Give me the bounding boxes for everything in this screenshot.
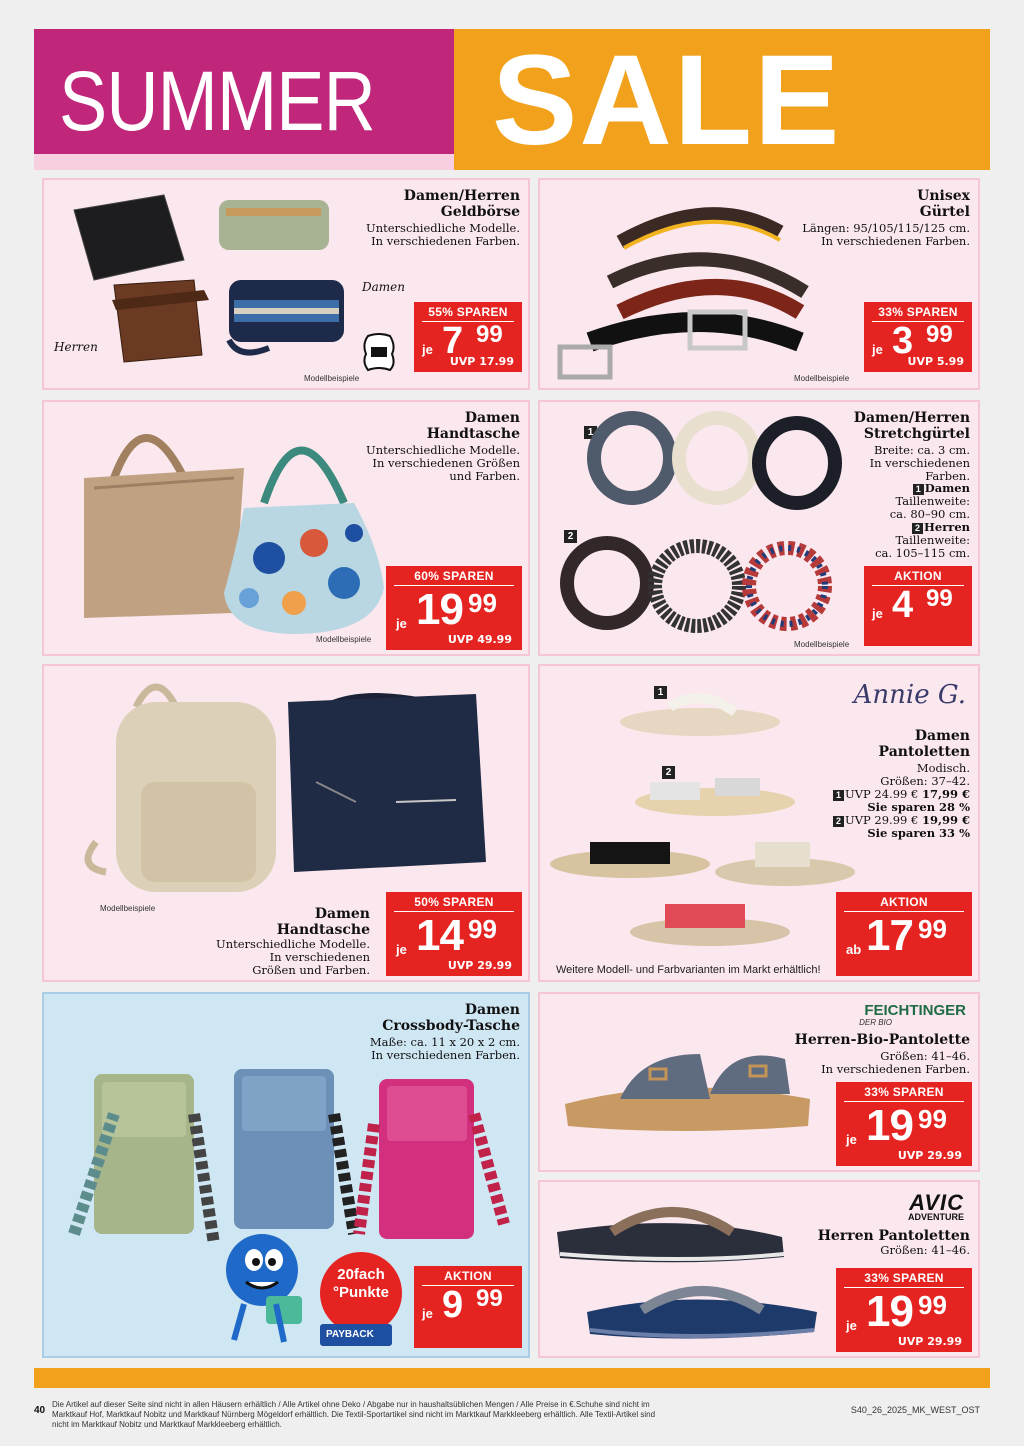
crossbody-price-euro: 9	[442, 1284, 463, 1326]
backpack-image	[56, 672, 496, 902]
summer-text: SUMMER	[59, 54, 375, 148]
belt-price-cents: 99	[926, 321, 953, 348]
backpack-price-tag	[386, 892, 522, 976]
sandals-desc: Modisch. Größen: 37–42.	[880, 761, 970, 788]
handbag-image	[54, 408, 384, 648]
stretchbelt-desc: Breite: ca. 3 cm. In verschiedenen Farben.	[869, 443, 970, 483]
stretchbelt-je: je	[872, 606, 883, 621]
belt-tag-label: 33% SPAREN	[878, 305, 958, 319]
annie-g-logo: Annie G.	[853, 680, 966, 710]
backpack-tag-label: 50% SPAREN	[414, 895, 494, 909]
crossbody-je: je	[422, 1306, 433, 1321]
stretchbelt-item2-text: Herren	[924, 520, 970, 534]
handbag-title: Damen Handtasche	[426, 410, 520, 442]
wallet-je: je	[422, 342, 433, 357]
payback-line2: °Punkte	[332, 1284, 389, 1301]
stretchbelt-price-euro: 4	[892, 584, 913, 626]
sandals-marker-2: 2	[662, 766, 675, 779]
crossbody-tag-label: AKTION	[444, 1269, 492, 1283]
wallet-note: Modellbeispiele	[304, 374, 360, 383]
footer-code: S40_26_2025_MK_WEST_OST	[850, 1405, 980, 1415]
sandals-marker-1: 1	[654, 686, 667, 699]
flipflop-price-cents: 99	[918, 1290, 947, 1320]
stretchbelt-title: Damen/Herren Stretchgürtel	[853, 410, 970, 442]
payback-badge	[320, 1252, 402, 1334]
handbag-price-euro: 19	[416, 585, 463, 634]
bio-title: Herren-Bio-Pantolette	[794, 1032, 970, 1048]
handbag-price-tag	[386, 566, 522, 650]
sandals-image	[550, 682, 840, 952]
sandals-uvp2: UVP 29.99 €	[845, 813, 919, 827]
backpack-uvp: UVP 29.99	[447, 959, 512, 972]
panel-flipflop[interactable]	[538, 1180, 980, 1358]
sandals-uvp1: UVP 24.99 €	[845, 787, 919, 801]
bio-uvp: UVP 29.99	[897, 1149, 962, 1162]
flipflop-price-euro: 19	[866, 1287, 913, 1336]
flipflop-tag-label: 33% SPAREN	[864, 1271, 944, 1285]
sandals-note: Weitere Modell- und Farbvarianten im Markt erhältlich!	[556, 964, 821, 976]
bio-price-tag	[836, 1082, 972, 1166]
stretchbelt-tag-label: AKTION	[894, 569, 942, 583]
footer-disclaimer: Die Artikel auf dieser Seite sind nicht in allen Häusern erhältlich / Alle Artikel ohne Deko / Abgabe nur in haushaltsüblichen Mengen / Alle Preise in €.Schuhe sind nicht im Marktkauf Hof, Marktkauf Nobitz und Marktkauf Nürnberg Mögeldorf erhältlich. Die Textil-Sportartikel sind nicht im Marktkauf Markkleeberg erhältlich. Alle Textil-Artikel sind nicht im Marktkauf Nobitz und Marktkauf Markkleeberg erhältlich.	[52, 1400, 656, 1429]
panel-wallet[interactable]	[42, 178, 530, 390]
wallet-tag-label: 55% SPAREN	[428, 305, 508, 319]
bio-desc: Größen: 41–46. In verschiedenen Farben.	[821, 1049, 970, 1076]
bio-price-euro: 19	[866, 1101, 913, 1150]
belt-je: je	[872, 342, 883, 357]
stretchbelt-item2-desc: Taillenweite: ca. 105–115 cm.	[875, 533, 970, 560]
stretchbelt-item1-desc: Taillenweite: ca. 80–90 cm.	[889, 494, 970, 521]
payback-mascot	[214, 1230, 314, 1350]
belt-uvp: UVP 5.99	[907, 355, 964, 368]
sandals-save2: Sie sparen 33 %	[867, 826, 970, 840]
stretchbelt-item1-text: Damen	[924, 481, 970, 495]
panel-handbag[interactable]	[42, 400, 530, 656]
belt-desc: Längen: 95/105/115/125 cm. In verschiedenen Farben.	[802, 221, 970, 248]
wallet-uvp: UVP 17.99	[449, 355, 514, 368]
wallet-title: Damen/Herren Geldbörse	[403, 188, 520, 220]
stretchbelt-image	[552, 408, 842, 638]
sale-text: SALE	[492, 29, 842, 172]
bio-je: je	[846, 1132, 857, 1147]
handbag-desc: Unterschiedliche Modelle. In verschiedenen Größen und Farben.	[366, 443, 520, 483]
stretchbelt-note: Modellbeispiele	[794, 640, 850, 649]
sale-banner	[454, 29, 990, 170]
sandals-price2: 19,99 €	[921, 813, 970, 827]
belt-note: Modellbeispiele	[794, 374, 850, 383]
sandals-price-cents: 99	[918, 914, 947, 944]
panel-backpack[interactable]	[42, 664, 530, 982]
wallet-desc: Unterschiedliche Modelle. In verschiedenen Farben.	[366, 221, 520, 248]
backpack-price-cents: 99	[468, 914, 497, 944]
backpack-price-euro: 14	[416, 911, 463, 960]
stretchbelt-price-cents: 99	[926, 585, 953, 612]
page-number: 40	[34, 1405, 46, 1416]
footer-bar	[34, 1368, 990, 1388]
stretchbelt-marker-2: 2	[564, 530, 577, 543]
sandals-item1-num: 1	[833, 790, 844, 801]
sandals-price-tag	[836, 892, 972, 976]
payback-logo	[320, 1324, 392, 1346]
herren-handwriting: Herren	[54, 340, 98, 354]
flipflop-uvp: UVP 29.99	[897, 1335, 962, 1348]
handbag-price-cents: 99	[468, 588, 497, 618]
panel-sandals[interactable]	[538, 664, 980, 982]
sandals-save1: Sie sparen 28 %	[867, 800, 970, 814]
flipflop-desc: Größen: 41–46.	[880, 1243, 970, 1257]
bio-price-cents: 99	[918, 1104, 947, 1134]
avic-logo: AVIC	[909, 1190, 964, 1215]
leather-icon	[362, 332, 396, 372]
sandals-price1: 17,99 €	[921, 787, 970, 801]
panel-belt[interactable]	[538, 178, 980, 390]
flipflop-title: Herren Pantoletten	[817, 1228, 970, 1244]
damen-handwriting: Damen	[362, 280, 405, 294]
flipflop-je: je	[846, 1318, 857, 1333]
crossbody-title: Damen Crossbody-Tasche	[382, 1002, 520, 1034]
backpack-desc: Unterschiedliche Modelle. In verschiedenen Größen und Farben.	[216, 937, 370, 977]
backpack-note: Modellbeispiele	[100, 904, 156, 913]
bio-tag-label: 33% SPAREN	[864, 1085, 944, 1099]
handbag-tag-label: 60% SPAREN	[414, 569, 494, 583]
flipflop-price-tag	[836, 1268, 972, 1352]
handbag-note: Modellbeispiele	[316, 635, 372, 644]
feichtinger-logo: FEICHTINGER	[864, 1002, 966, 1019]
backpack-title: Damen Handtasche	[276, 906, 370, 938]
sandals-tag-label: AKTION	[880, 895, 928, 909]
crossbody-desc: Maße: ca. 11 x 20 x 2 cm. In verschiedenen Farben.	[369, 1035, 520, 1062]
wallet-image	[54, 190, 354, 380]
feichtinger-sub: DER BIO	[859, 1018, 892, 1027]
belt-price-tag	[864, 302, 972, 372]
sandals-ab: ab	[846, 942, 862, 957]
stretchbelt-price-tag	[864, 566, 972, 646]
header-pink-strip	[34, 154, 454, 170]
wallet-price-tag	[414, 302, 522, 372]
bio-pantolette-image	[560, 1044, 820, 1144]
sandals-price-euro: 17	[866, 911, 913, 960]
stretchbelt-marker-1: 1	[584, 426, 597, 439]
handbag-uvp: UVP 49.99	[447, 633, 512, 646]
panel-bio-pantolette[interactable]	[538, 992, 980, 1172]
sandals-item2-num: 2	[833, 816, 844, 827]
avic-sub: ADVENTURE	[907, 1212, 964, 1222]
crossbody-price-cents: 99	[476, 1285, 503, 1312]
backpack-je: je	[396, 942, 407, 957]
panel-stretchbelt[interactable]	[538, 400, 980, 656]
panel-crossbody[interactable]	[42, 992, 530, 1358]
crossbody-price-tag	[414, 1266, 522, 1348]
belt-image	[550, 192, 830, 382]
summer-banner	[34, 29, 454, 154]
handbag-je: je	[396, 616, 407, 631]
belt-title: Unisex Gürtel	[917, 188, 970, 220]
wallet-price-cents: 99	[476, 321, 503, 348]
stretchbelt-item1-num: 1	[913, 484, 924, 495]
sandals-title: Damen Pantoletten	[878, 728, 970, 760]
payback-logo-text: PAYBACK	[326, 1329, 374, 1340]
flipflop-image	[552, 1192, 822, 1352]
payback-line1: 20fach	[337, 1266, 385, 1283]
wallet-price-euro: 7	[442, 320, 463, 362]
belt-price-euro: 3	[892, 320, 913, 362]
stretchbelt-item2-num: 2	[912, 523, 923, 534]
